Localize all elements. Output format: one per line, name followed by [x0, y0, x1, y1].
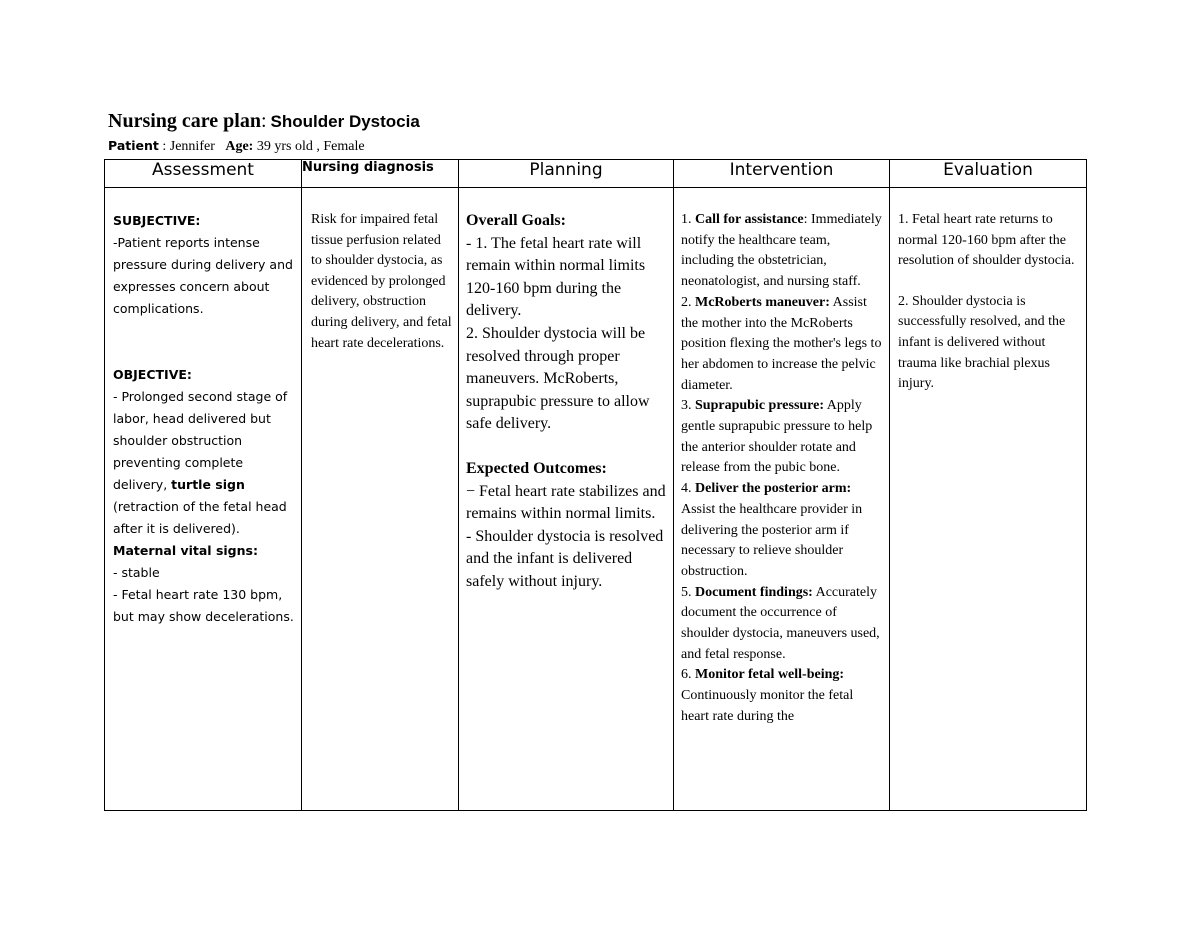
outcome-item-1: − Fetal heart rate stabilizes and remains within normal limits.: [466, 482, 666, 523]
item-heading: Document findings:: [695, 584, 813, 600]
objective-text-2: (retraction of the fetal head after it is delivered).: [113, 499, 287, 536]
header-evaluation: Evaluation: [890, 160, 1087, 188]
outcomes-heading: Expected Outcomes:: [466, 459, 607, 477]
item-heading: Deliver the posterior arm:: [695, 481, 852, 497]
vitals-item-1: - stable: [113, 565, 160, 580]
item-number: 5.: [681, 584, 695, 600]
item-number: 2.: [681, 294, 695, 310]
item-number: 4.: [681, 481, 695, 497]
intervention-item: [681, 583, 883, 666]
item-heading: Monitor fetal well-being:: [695, 667, 845, 683]
title-separator: :: [260, 110, 267, 132]
title-main: Nursing care plan: [108, 110, 261, 132]
vitals-heading: Maternal vital signs:: [113, 543, 258, 558]
goal-item-1: - 1. The fetal heart rate will remain within normal limits 120-160 bpm during the delivery.: [466, 234, 646, 320]
table-header-row: [105, 160, 1087, 188]
intervention-item: [681, 396, 883, 479]
turtle-sign: turtle sign: [171, 477, 245, 492]
goals-heading: Overall Goals:: [466, 212, 566, 229]
intervention-cell: [674, 188, 890, 811]
outcome-item-2: - Shoulder dystocia is resolved and the infant is delivered safely without injury.: [466, 527, 664, 590]
header-planning: Planning: [459, 160, 674, 188]
header-intervention: Intervention: [674, 160, 890, 188]
item-heading: McRoberts maneuver:: [695, 294, 830, 310]
item-number: 6.: [681, 667, 695, 683]
item-text: Accurately document the occurrence of shoulder dystocia, maneuvers used, and fetal response.: [681, 584, 880, 662]
header-diagnosis: Nursing diagnosis: [302, 160, 459, 188]
item-number: 1.: [681, 212, 695, 227]
patient-info: [108, 138, 365, 155]
patient-label: Patient: [108, 138, 159, 153]
item-text: Assist the mother into the McRoberts position flexing the mother's legs to her abdomen to increase the pelvic diameter.: [681, 294, 882, 393]
header-assessment: Assessment: [105, 160, 302, 188]
age-value: 39 yrs old , Female: [253, 139, 365, 154]
diagnosis-cell: [302, 188, 459, 811]
table-row: [105, 188, 1087, 811]
intervention-item: [681, 293, 883, 397]
item-text: Immediately notify the healthcare team, including the obstetrician, neonatologist, and nursing staff.: [681, 212, 882, 290]
objective-text: [113, 386, 295, 540]
intervention-item: [681, 479, 883, 583]
vitals-item-2: - Fetal heart rate 130 bpm, but may show decelerations.: [113, 587, 294, 624]
title-subtitle: Shoulder Dystocia: [270, 112, 420, 131]
patient-name: : Jennifer: [158, 139, 215, 154]
assessment-cell: [105, 188, 302, 811]
evaluation-item-1: 1. Fetal heart rate returns to normal 120-160 bpm after the resolution of shoulder dystocia.: [898, 212, 1075, 269]
goal-item-2: 2. Shoulder dystocia will be resolved through proper maneuvers. McRoberts, suprapubic pressure to allow safe delivery.: [466, 324, 650, 433]
objective-text-1: - Prolonged second stage of labor, head delivered but shoulder obstruction preventing complete delivery,: [113, 389, 288, 492]
subjective-heading: SUBJECTIVE:: [113, 213, 201, 228]
age-label: Age:: [225, 139, 254, 154]
item-text: Apply gentle suprapubic pressure to help the anterior shoulder rotate and release from the pubic bone.: [681, 398, 873, 476]
objective-heading: OBJECTIVE:: [113, 367, 192, 382]
item-text: Continuously monitor the fetal heart rate during the: [681, 688, 854, 724]
item-sep: :: [803, 212, 808, 227]
care-plan-table: [104, 159, 1087, 811]
item-heading: Call for assistance: [695, 212, 804, 227]
item-number: 3.: [681, 398, 695, 414]
evaluation-item-2: 2. Shoulder dystocia is successfully resolved, and the infant is delivered without trauma like brachial plexus injury.: [898, 293, 1066, 392]
page-title: [108, 110, 420, 133]
item-text: Assist the healthcare provider in delivering the posterior arm if necessary to relieve shoulder obstruction.: [681, 501, 863, 579]
intervention-item: [681, 665, 883, 727]
intervention-item: [681, 210, 883, 293]
evaluation-cell: [890, 188, 1087, 811]
item-heading: Suprapubic pressure:: [695, 398, 825, 414]
planning-cell: [459, 188, 674, 811]
subjective-text: -Patient reports intense pressure during delivery and expresses concern about complications.: [113, 235, 293, 316]
diagnosis-text: Risk for impaired fetal tissue perfusion related to shoulder dystocia, as evidenced by prolonged delivery, obstruction during delivery, and fetal heart rate decelerations.: [311, 212, 452, 351]
